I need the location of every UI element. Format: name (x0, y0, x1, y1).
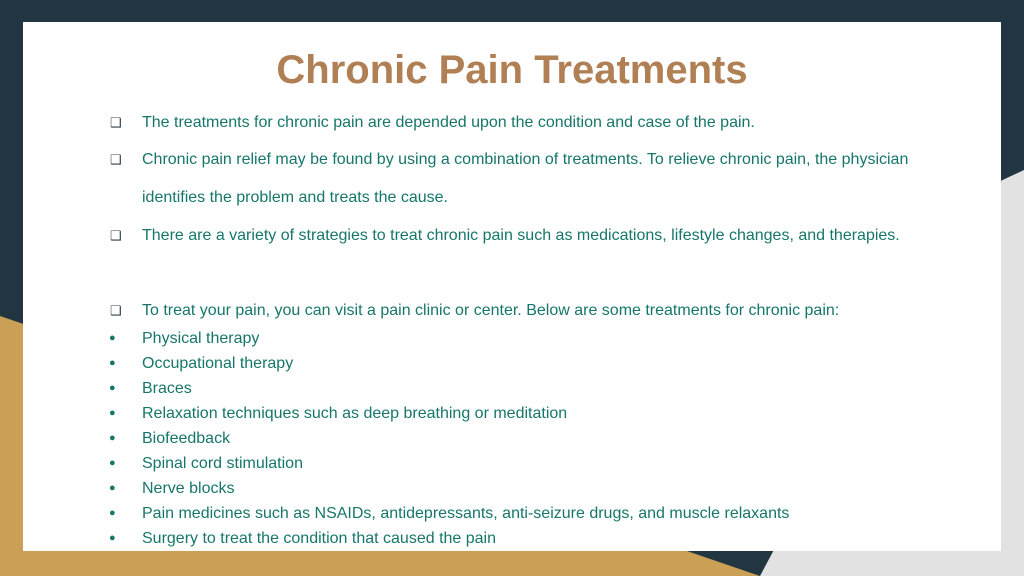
paragraph-item (110, 141, 932, 217)
bullet-dot-icon: ● (109, 482, 116, 494)
paragraph-item (110, 104, 932, 142)
bullet-dot-icon: ● (109, 382, 116, 394)
bullet-dot-icon: ● (109, 457, 116, 469)
paragraph-item (110, 217, 932, 255)
treatment-text: Relaxation techniques such as deep breathing or meditation (142, 405, 568, 422)
bullet-dot-icon: ● (109, 357, 116, 369)
paragraph-item (110, 292, 932, 330)
paragraph-text: There are a variety of strategies to treat chronic pain such as medications, lifestyle changes, and therapies. (142, 227, 900, 244)
treatment-list-item (109, 426, 231, 451)
treatment-text: Nerve blocks (142, 480, 235, 497)
treatment-list-item (109, 326, 260, 351)
paragraph-text: To treat your pain, you can visit a pain clinic or center. Below are some treatments for chronic pain: (142, 302, 840, 319)
treatment-text: Braces (142, 380, 192, 397)
treatment-text: Spinal cord stimulation (142, 455, 303, 472)
bullet-dot-icon: ● (109, 432, 116, 444)
square-bullet-icon: ❑ (110, 303, 122, 318)
bullet-dot-icon: ● (109, 532, 116, 544)
treatment-list-item (109, 351, 294, 376)
paragraph-text: Chronic pain relief may be found by using a combination of treatments. To relieve chronic pain, the physician identifies the problem and treats the cause. (142, 151, 909, 206)
treatment-list-item (109, 526, 497, 551)
treatment-text: Occupational therapy (142, 355, 294, 372)
treatment-list-item (109, 376, 192, 401)
treatment-text: Physical therapy (142, 330, 260, 347)
treatment-text: Surgery to treat the condition that caused the pain (142, 530, 497, 547)
bullet-dot-icon: ● (109, 407, 116, 419)
treatment-text: Biofeedback (142, 430, 231, 447)
treatment-list-item (109, 401, 568, 426)
slide-title: Chronic Pain Treatments (276, 48, 748, 92)
treatment-list-item (109, 476, 235, 501)
bullet-dot-icon: ● (109, 507, 116, 519)
treatment-list-item (109, 451, 303, 476)
paragraph-text: The treatments for chronic pain are depended upon the condition and case of the pain. (142, 114, 755, 131)
square-bullet-icon: ❑ (110, 228, 122, 243)
treatment-list-item (109, 501, 790, 526)
treatment-text: Pain medicines such as NSAIDs, antidepressants, anti-seizure drugs, and muscle relaxants (142, 505, 790, 522)
bullet-dot-icon: ● (109, 332, 116, 344)
square-bullet-icon: ❑ (110, 115, 122, 130)
slide-card (23, 22, 1001, 551)
square-bullet-icon: ❑ (110, 152, 122, 167)
